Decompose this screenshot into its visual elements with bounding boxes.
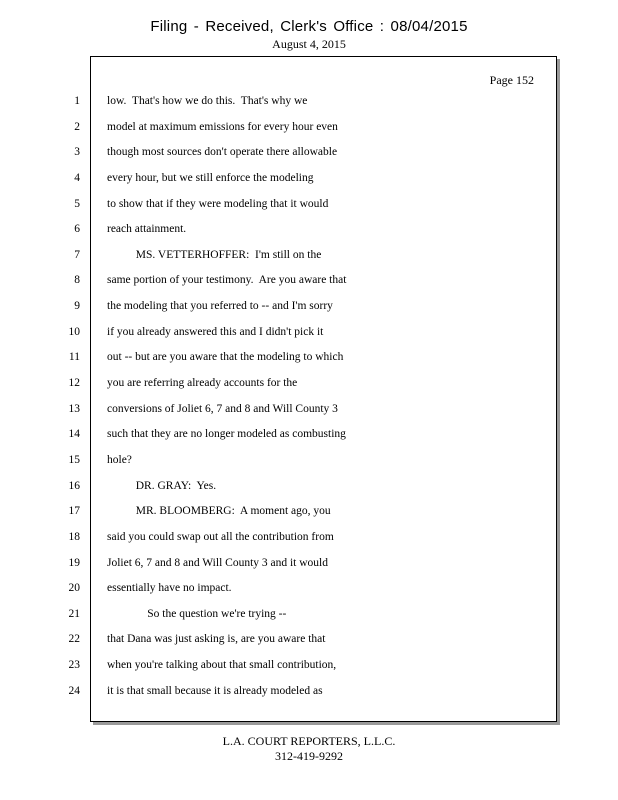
transcript-line: said you could swap out all the contribution from	[107, 530, 334, 543]
line-number: 17	[68, 505, 80, 518]
line-number: 18	[68, 530, 80, 543]
line-number: 5	[74, 197, 80, 210]
line-number: 8	[74, 274, 80, 287]
transcript-line: reach attainment.	[107, 223, 187, 236]
line-number: 9	[74, 300, 80, 313]
transcript-line: MS. VETTERHOFFER: I'm still on the	[107, 248, 322, 261]
document-date: August 4, 2015	[272, 37, 346, 51]
line-number: 7	[74, 248, 80, 261]
transcript-line: So the question we're trying --	[107, 607, 287, 620]
line-number: 22	[68, 633, 80, 646]
transcript-text	[107, 94, 547, 709]
line-number: 19	[68, 556, 80, 569]
transcript-line: low. That's how we do this. That's why we	[107, 95, 308, 107]
transcript-line: model at maximum emissions for every hour even	[107, 120, 338, 133]
line-number: 11	[68, 351, 80, 364]
filing-stamp: Filing - Received, Clerk's Office : 08/04/2015	[150, 18, 468, 35]
line-number: 20	[68, 582, 80, 595]
transcript-line: conversions of Joliet 6, 7 and 8 and Will County 3	[107, 402, 338, 415]
line-number: 1	[74, 95, 80, 107]
line-number: 21	[68, 607, 80, 620]
transcript-line: when you're talking about that small contribution,	[107, 659, 337, 672]
transcript-line: MR. BLOOMBERG: A moment ago, you	[107, 505, 331, 518]
reporter-phone: 312-419-9292	[275, 749, 343, 763]
transcript-line: that Dana was just asking is, are you aware that	[107, 633, 326, 646]
line-number: 16	[68, 479, 80, 492]
line-number: 2	[74, 120, 80, 133]
line-number: 13	[68, 402, 80, 415]
line-number: 10	[68, 325, 80, 338]
transcript-line: though most sources don't operate there allowable	[107, 146, 338, 159]
transcript-line: every hour, but we still enforce the modeling	[107, 171, 314, 184]
transcript-line: DR. GRAY: Yes.	[107, 479, 217, 492]
transcript-line: such that they are no longer modeled as combusting	[107, 428, 346, 441]
page-number: Page 152	[489, 73, 534, 87]
reporter-company: L.A. COURT REPORTERS, L.L.C.	[222, 734, 396, 748]
transcript-line: out -- but are you aware that the modeling to which	[107, 351, 344, 364]
line-number: 14	[68, 428, 80, 441]
line-number: 6	[74, 223, 80, 236]
transcript-line: Joliet 6, 7 and 8 and Will County 3 and it would	[107, 556, 329, 569]
transcript-line: essentially have no impact.	[107, 582, 232, 595]
transcript-line: the modeling that you referred to -- and I'm sorry	[107, 300, 333, 313]
line-number: 24	[68, 684, 80, 697]
transcript-line: if you already answered this and I didn't pick it	[107, 325, 324, 338]
transcript-line: to show that if they were modeling that it would	[107, 197, 329, 210]
line-number: 15	[68, 453, 80, 466]
line-number: 23	[68, 659, 80, 672]
line-number-column	[56, 94, 80, 709]
line-number: 3	[74, 146, 80, 159]
transcript-line: it is that small because it is already modeled as	[107, 684, 323, 697]
transcript-line: you are referring already accounts for the	[107, 377, 298, 390]
line-number: 12	[68, 377, 80, 390]
transcript-line: same portion of your testimony. Are you aware that	[107, 274, 347, 287]
line-number: 4	[74, 171, 80, 184]
transcript-line: hole?	[107, 453, 132, 466]
